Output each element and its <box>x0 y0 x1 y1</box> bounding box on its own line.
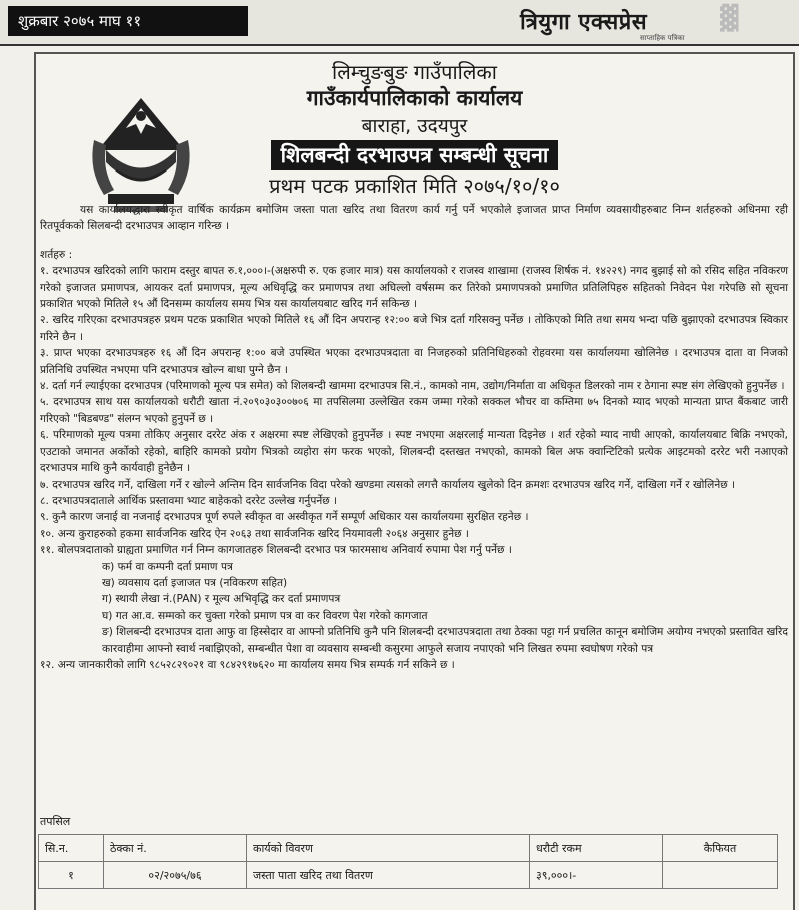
table-header-cell: धरौटी रकम <box>530 835 663 862</box>
table-cell: १ <box>39 862 104 889</box>
table-header-cell: सि.न. <box>39 835 104 862</box>
publication-date: शुक्रबार २०७५ माघ ११ <box>8 6 248 36</box>
condition-item: ११. बोलपत्रदाताको ग्राह्यता प्रमाणित गर्न निम्न कागजातहरु शिलबन्दी दरभाउ पत्र फारमसाथ अनिवार्य रुपामा पेश गर्नु पर्नेछ । <box>40 544 512 557</box>
condition-item: १२. अन्य जानकारीको लागि ९८५२८२९०२१ वा ९८४२९१७६२० मा कार्यालय समय भित्र सम्पर्क गर्न सकिने छ । <box>40 658 455 671</box>
condition-item: ९. कुनै कारण जनाई वा नजनाई दरभाउपत्र पूर्ण रुपले स्वीकृत वा अस्वीकृत गर्ने सम्पूर्ण अधिकार यस कार्यालयमा सुरक्षित रहनेछ । <box>40 511 529 524</box>
condition-item: ८. दरभाउपत्रदाताले आर्थिक प्रस्तावमा भ्याट बाहेकको दररेट उल्लेख गर्नुपर्नेछ । <box>40 494 338 507</box>
bleed-through-text: ▓ <box>720 4 739 32</box>
document-sub-item: ग) स्थायी लेखा नं.(PAN) र मूल्य अभिवृद्धि कर दर्ता प्रमाणपत्र <box>102 593 341 606</box>
office-name: गाउँकार्यपालिकाको कार्यालय <box>306 86 523 110</box>
notice-body <box>40 202 788 673</box>
table-cell: जस्ता पाता खरिद तथा वितरण <box>247 862 530 889</box>
condition-item: ४. दर्ता गर्न ल्याईएका दरभाउपत्र (परिमाणको मूल्य पत्र समेत) को शिलबन्दी खाममा दरभाउपत्र सि.नं., कामको नाम, उद्योग/निर्माता वा अधिकृत डिलरको नाम र ठेगाना स्पष्ट संग लेखिएको हुनुपर्नेछ । <box>40 380 785 393</box>
table-header-row <box>39 835 778 862</box>
newspaper-tagline: साप्ताहिक पत्रिका <box>640 34 685 42</box>
office-address: बाराहा, उदयपुर <box>361 115 468 137</box>
newspaper-name: त्रियुगा एक्सप्रेस <box>520 10 648 35</box>
conditions-heading: शर्तहरु : <box>40 248 73 261</box>
condition-item: १. दरभाउपत्र खरिदको लागि फाराम दस्तुर बापत रु.१,०००।-(अक्षरुपी रु. एक हजार मात्र) यस कार्यालयको र राजस्व शाखामा (राजस्व शिर्षक नं. १४२२९) नगद बुझाई सो को रसिद सहित नविकरण गरेको इजाजत प्रमाणपत्र, आयकर दर्ता प्रमाणपत्र, मूल्य अधिवृद्धि कर प्रमाणपत्र तथा अघिल्लो वर्षसम्म कर तिरेको प्रमाणपत्रको प्रमाणित प्रतिलिपिहरु सहितको निवेदन पेश गरेपछि सो सूचना प्रकाशित भएको मितिले १५ औं दिनसम्म कार्यालय समय भित्र यस कार्यालयबाट खरिद गर्न सकिन्छ । <box>40 265 788 311</box>
condition-item: ३. प्राप्त भएका दरभाउपत्रहरु १६ औं दिन अपरान्ह १:०० बजे उपस्थित भएका दरभाउपत्रदाता वा निजहरुको प्रतिनिधिहरुको रोहवरमा यस कार्यालयमा खोलिनेछ । दरभाउपत्र दाता वा निजको प्रतिनिधि उपस्थित नभएमा पनि दरभाउपत्र खोल्न बाधा पुग्ने छैन । <box>40 347 788 376</box>
condition-item: १०. अन्य कुराहरुको हकमा सार्वजनिक खरिद ऐन २०६३ तथा सार्वजनिक खरिद नियमावली २०६४ अनुसार हुनेछ । <box>40 527 469 540</box>
document-sub-item: ङ) शिलबन्दी दरभाउपत्र दाता आफु वा हिस्सेदार वा आफ्नो प्रतिनिधि कुनै पनि शिलबन्दी दरभाउपत्रदाता तथा ठेक्का पट्टा गर्न प्रचलित कानून बमोजिम अयोग्य नभएको प्रस्तावित खरिद कारवाहीमा आफ्नो स्वार्थ नबाझिएको, सम्बन्धीत पेशा वा व्यवसाय सम्बन्धी कसुरमा आफुले सजाय नपाएको भनि लिखत रुपमा स्वघोषण गरेको पत्र <box>102 626 788 655</box>
document-sub-item: ख) व्यवसाय दर्ता इजाजत पत्र (नविकरण सहित) <box>102 576 288 589</box>
table-cell: ३९,०००।- <box>530 862 663 889</box>
table-header-cell: कैफियत <box>663 835 778 862</box>
schedule-label: तपसिल <box>40 815 71 828</box>
condition-item: २. खरिद गरिएका दरभाउपत्रहरु प्रथम पटक प्रकाशित भएको मितिले १६ औं दिन अपरान्ह १२:०० बजे भित्र दर्ता गरिसक्नु पर्नेछ । तोकिएको मिति तथा समय भन्दा पछि बुझाएको दरभाउपत्र स्विकार गरिने छैन । <box>40 314 788 343</box>
table-header-cell: ठेक्का नं. <box>104 835 247 862</box>
newspaper-header <box>0 0 799 46</box>
condition-item: ७. दरभाउपत्र खरिद गर्ने, दाखिला गर्ने र खोल्ने अन्तिम दिन सार्वजनिक विदा परेको खण्डमा त्यसको लगत्तै कार्यालय खुलेको दिन क्रमशः दरभाउपत्र खरिद गर्ने, दाखिला गर्ने र खोलिनेछ । <box>40 478 736 491</box>
intro-paragraph: यस कार्यालयद्धारा स्वीकृत वार्षिक कार्यक्रम बमोजिम जस्ता पाता खरिद तथा वितरण कार्य गर्नु पर्ने भएकोले इजाजत प्राप्त निर्माण व्यवसायीहरुबाट निम्न शर्तहरुको अधिनमा रही रितपूर्वकको सिलबन्दी दरभाउपत्र आव्हान गरिन्छ । <box>40 204 788 233</box>
condition-item: ६. परिमाणको मूल्य पत्रमा तोकिए अनुसार दररेट अंक र अक्षरमा स्पष्ट लेखिएको हुनुपर्नेछ । स्पष्ट नभएमा अक्षरलाई मान्यता दिइनेछ । शर्त रहेको म्याद नाघी आएको, कार्यालयबाट बिक्रि नभएको, एउटाको जमानत अर्कोको रहेको, बाहिरि कामको प्रयोग भित्रको व्यहोरा संग फरक भएको, शिलबन्दी दस्तखत नभएको, कामको बिल अफ क्वान्टिटिको प्रत्येक आइटमको दररेट भरी नआएको दरभाउपत्र माथि कुनै कार्यवाही हुनेछैन । <box>40 429 788 475</box>
tender-notice <box>34 52 795 910</box>
condition-item: ५. दरभाउपत्र साथ यस कार्यालयको धरौटी खाता नं.२०९०३०३००७०६ मा तपसिलमा उल्लेखित रकम जम्मा गरेको सक्कल भौचर वा कम्तिमा ७५ दिनको म्याद भएको मान्यता प्राप्त बैंकबाट जारी गरिएको "बिडबण्ड" संलग्न भएको हुनुपर्ने छ । <box>40 396 788 425</box>
table-row <box>39 862 778 889</box>
notice-banner-wrap <box>36 140 793 170</box>
table-header-cell: कार्यको विवरण <box>247 835 530 862</box>
notice-banner: शिलबन्दी दरभाउपत्र सम्बन्धी सूचना <box>271 140 559 170</box>
municipality-name: लिम्चुङबुङ गाउँपालिका <box>332 60 497 84</box>
document-sub-item: घ) गत आ.व. सम्मको कर चुक्ता गरेको प्रमाण पत्र वा कर विवरण पेश गरेको कागजात <box>102 609 428 622</box>
publication-date-line: प्रथम पटक प्रकाशित मिति २०७५/१०/१० <box>269 174 560 198</box>
document-sub-item: क) फर्म वा कम्पनी दर्ता प्रमाण पत्र <box>102 560 233 573</box>
schedule-table <box>38 834 778 889</box>
table-cell: ०२/२०७५/७६ <box>104 862 247 889</box>
table-cell <box>663 862 778 889</box>
